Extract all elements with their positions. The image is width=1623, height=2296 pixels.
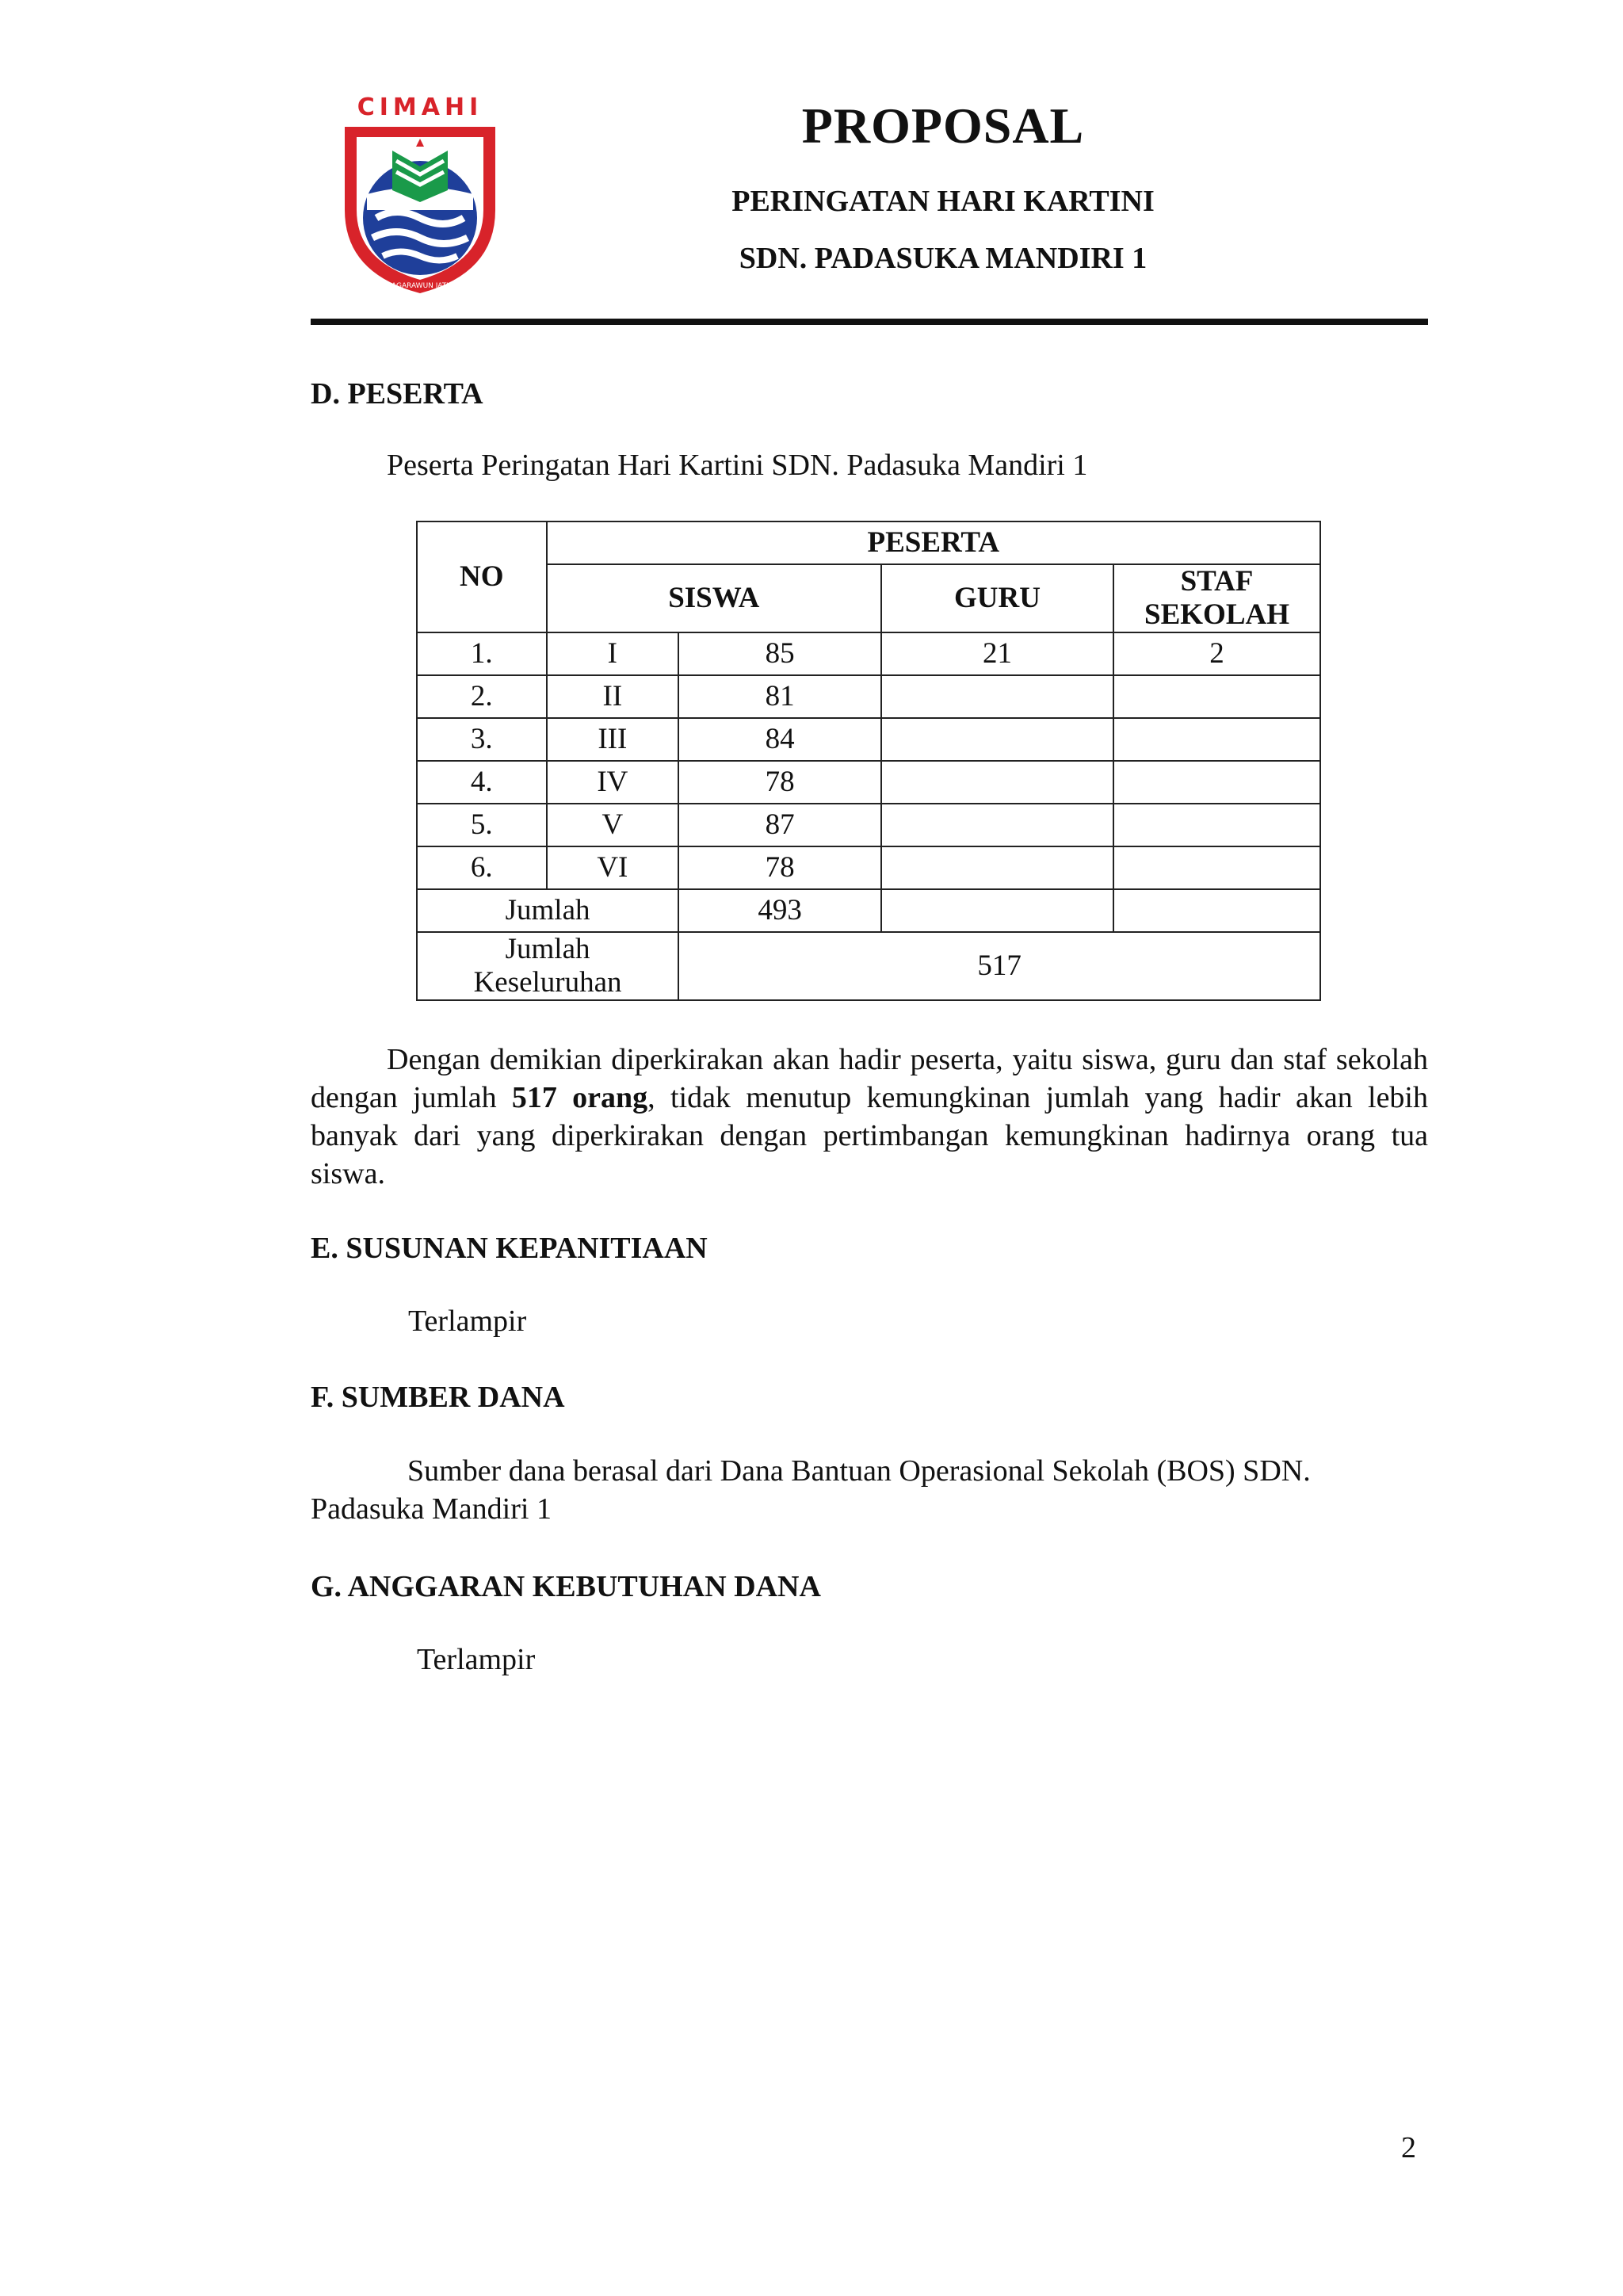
header-staf-line1: STAF (1180, 565, 1254, 598)
section-e-heading: E. SUSUNAN KEPANITIAAN (311, 1232, 708, 1265)
header-divider (311, 319, 1428, 325)
cell-no: 4. (417, 761, 547, 804)
cell-siswa: 78 (678, 846, 881, 889)
table-row (417, 804, 1320, 846)
jumlah-label: Jumlah (417, 889, 678, 932)
section-g-heading: G. ANGGARAN KEBUTUHAN DANA (311, 1570, 821, 1603)
cell-siswa: 84 (678, 718, 881, 761)
cell-guru: 21 (881, 632, 1113, 675)
cimahi-logo (321, 91, 519, 305)
cell-guru (881, 761, 1113, 804)
cell-siswa: 81 (678, 675, 881, 718)
cell-kelas: I (547, 632, 679, 675)
section-e-text: Terlampir (408, 1305, 527, 1338)
cell-staf (1113, 846, 1320, 889)
cell-staf (1113, 718, 1320, 761)
document-title: PROPOSAL (801, 97, 1085, 154)
cell-kelas: II (547, 675, 679, 718)
cell-guru (881, 675, 1113, 718)
total-value: 517 (678, 932, 1320, 1000)
header-staf (1113, 564, 1320, 632)
school-name: SDN. PADASUKA MANDIRI 1 (739, 242, 1148, 275)
cell-kelas: V (547, 804, 679, 846)
cell-siswa: 78 (678, 761, 881, 804)
logo-text: CIMAHI (357, 94, 483, 121)
cell-guru (881, 804, 1113, 846)
cell-no: 5. (417, 804, 547, 846)
table-header-row (417, 521, 1320, 564)
logo-motto: KAWITS PAGARAWUN JATI MANDIRI (358, 282, 482, 290)
header-no: NO (417, 521, 547, 632)
table-row (417, 718, 1320, 761)
cell-kelas: IV (547, 761, 679, 804)
table-row (417, 761, 1320, 804)
cell-no: 2. (417, 675, 547, 718)
cell-staf (1113, 675, 1320, 718)
cell-no: 6. (417, 846, 547, 889)
document-subtitle: PERINGATAN HARI KARTINI (731, 185, 1155, 218)
section-d-text-bold: 517 orang (511, 1081, 648, 1114)
total-label (417, 932, 678, 1000)
table-row (417, 632, 1320, 675)
cell-kelas: III (547, 718, 679, 761)
jumlah-guru (881, 889, 1113, 932)
table-subheader-row (417, 564, 1320, 632)
total-label-line2: Keseluruhan (473, 966, 622, 999)
section-g-text: Terlampir (417, 1643, 536, 1676)
table-row (417, 675, 1320, 718)
section-d-paragraph (311, 1041, 1428, 1193)
cell-kelas: VI (547, 846, 679, 889)
cell-siswa: 85 (678, 632, 881, 675)
cell-guru (881, 718, 1113, 761)
cell-guru (881, 846, 1113, 889)
section-f-text: Sumber dana berasal dari Dana Bantuan Operasional Sekolah (BOS) SDN. Padasuka Mandiri 1 (311, 1454, 1311, 1526)
total-row (417, 932, 1320, 1000)
jumlah-row (417, 889, 1320, 932)
jumlah-siswa: 493 (678, 889, 881, 932)
cell-no: 1. (417, 632, 547, 675)
header-guru: GURU (881, 564, 1113, 632)
section-d-heading: D. PESERTA (311, 377, 483, 411)
cell-staf (1113, 761, 1320, 804)
page-number: 2 (1401, 2131, 1416, 2164)
peserta-table (416, 521, 1321, 1001)
header-peserta: PESERTA (547, 521, 1320, 564)
cell-siswa: 87 (678, 804, 881, 846)
table-row (417, 846, 1320, 889)
section-f-heading: F. SUMBER DANA (311, 1381, 565, 1414)
cell-staf: 2 (1113, 632, 1320, 675)
cell-no: 3. (417, 718, 547, 761)
header-siswa: SISWA (547, 564, 881, 632)
section-d-text-before: Dengan demikian diperkirakan akan hadir peserta, yaitu siswa, guru dan staf sekolah dengan jumlah (311, 1043, 1428, 1114)
section-d-text-after: , tidak menutup kemungkinan jumlah yang hadir akan lebih banyak dari yang diperkirakan dengan pertimbangan kemungkinan hadirnya orang tua siswa. (311, 1081, 1428, 1190)
header-staf-line2: SEKOLAH (1144, 598, 1289, 631)
jumlah-staf (1113, 889, 1320, 932)
cell-staf (1113, 804, 1320, 846)
section-d-intro: Peserta Peringatan Hari Kartini SDN. Padasuka Mandiri 1 (387, 449, 1088, 482)
total-label-line1: Jumlah (505, 933, 590, 965)
